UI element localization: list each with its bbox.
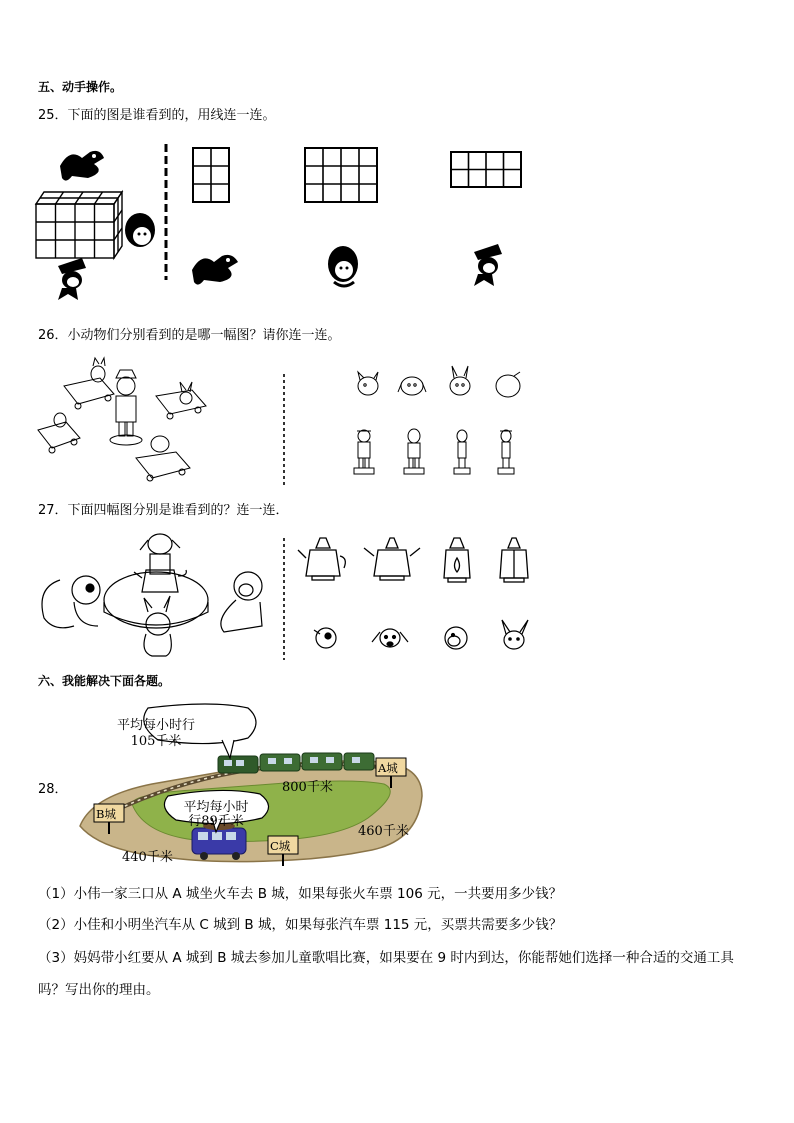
train-illustration: [218, 753, 374, 773]
distance-b-c: 440千米: [122, 850, 173, 865]
view-grid-2x3: [193, 148, 229, 202]
question-26-text: 26．小动物们分别看到的是哪一幅图？请你连一连。: [38, 328, 341, 343]
view-grid-4x3: [305, 148, 377, 202]
travel-map: [72, 700, 432, 870]
bird-option-illustration: [192, 255, 238, 285]
girl-head-illustration: [125, 213, 155, 247]
q27-figure: [0, 528, 794, 668]
bubble-train-line1: 平均每小时行: [116, 718, 195, 733]
question-28-sub3-line1: （3）妈妈带小红要从 A 城到 B 城去参加儿童歌唱比赛，如果要在 9 时内到达，你能帮她们选择一种合适的交通工具: [38, 950, 734, 966]
city-a-label: A城: [378, 761, 398, 775]
distance-a-c: 460千米: [358, 824, 409, 839]
city-b-label: B城: [96, 807, 116, 821]
table-scene: [42, 534, 262, 656]
section-6-title: 六、我能解决下面各题。: [38, 674, 171, 688]
question-28-sub2: （2）小佳和小明坐汽车从 C 城到 B 城，如果每张汽车票 115 元，买票共需要多少钱？: [38, 917, 563, 933]
view-grid-4x2: [451, 152, 521, 187]
bubble-train-line2: 105千米: [130, 734, 182, 749]
question-27-text: 27．下面四幅图分别是谁看到的？连一连．: [38, 503, 289, 518]
girl-option-illustration: [328, 246, 358, 286]
distance-a-b: 800千米: [282, 780, 333, 795]
cube-stack-illustration: [36, 192, 122, 258]
bird-illustration: [60, 151, 104, 181]
animal-head-options-27: [314, 620, 528, 649]
question-28-sub1: （1）小伟一家三口从 A 城坐火车去 B 城，如果每张火车票 106 元，一共要用多少钱？: [38, 886, 563, 902]
city-c-label: C城: [270, 839, 291, 853]
statue-view-options: [354, 429, 514, 474]
toy-cars-scene: [38, 358, 206, 481]
q25-figure: [0, 130, 794, 330]
man-option-illustration: [474, 244, 502, 286]
animal-head-options: [358, 366, 520, 397]
question-28-sub3-line2: 吗？写出你的理由。: [38, 982, 160, 998]
q26-figure: [0, 356, 794, 486]
teapot-view-options: [298, 538, 528, 582]
bubble-bus-line2: 行89千米: [188, 814, 244, 829]
bubble-bus-line1: 平均每小时: [183, 800, 249, 815]
question-28-number: 28．: [38, 782, 68, 797]
question-25-text: 25．下面的图是谁看到的，用线连一连。: [38, 108, 276, 123]
man-with-cap-illustration: [58, 258, 86, 300]
section-5-title: 五、动手操作。: [38, 80, 123, 94]
